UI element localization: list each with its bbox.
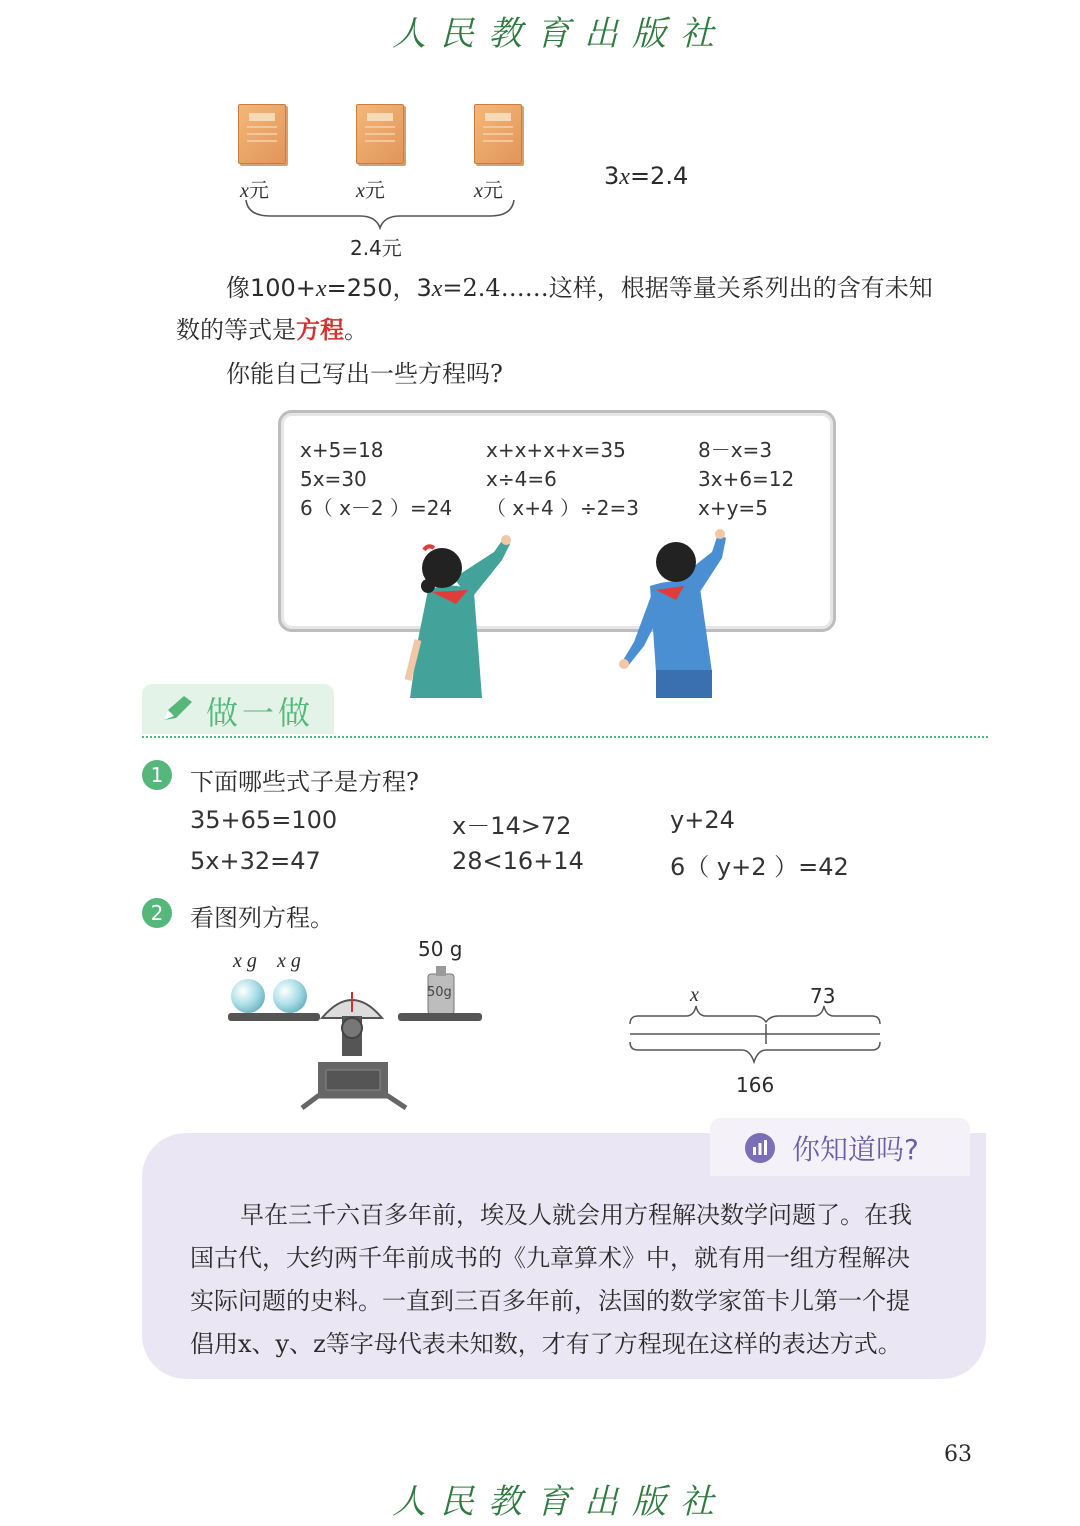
page-number: 63	[944, 1442, 972, 1467]
board-equation: x+5=18	[300, 438, 384, 462]
board-equation: 8－x=3	[698, 438, 773, 462]
segment-total-label: 166	[736, 1073, 775, 1097]
definition-line2: 数的等式是方程。	[176, 315, 368, 344]
definition-line1: 像100+x=250，3x=2.4……这样，根据等量关系列出的含有未知	[226, 274, 933, 302]
expression: 28<16+14	[452, 847, 584, 875]
equation-3x: 3x=2.4	[604, 162, 689, 190]
board-column-1	[300, 436, 452, 523]
expression: 6（ y+2 ）=42	[670, 853, 849, 881]
board-equation: x+y=5	[698, 496, 768, 520]
question-1-text: 下面哪些式子是方程?	[190, 768, 419, 796]
section-title: 做一做	[206, 694, 315, 732]
board-column-3	[698, 436, 794, 523]
publisher-logo-bottom: 人民教育出版社	[392, 1482, 728, 1522]
board-equation: 6（ x－2 ）=24	[300, 496, 453, 520]
question-1	[142, 760, 172, 790]
question-2-text: 看图列方程。	[190, 904, 334, 932]
question-number: 2	[142, 898, 172, 928]
expression: y+24	[670, 806, 735, 834]
girl-illustration	[398, 530, 518, 698]
term-equation: 方程	[296, 315, 344, 344]
section-divider	[142, 736, 988, 738]
board-equation: 5x=30	[300, 467, 367, 491]
price-label-3: x元	[474, 178, 503, 202]
expression: 35+65=100	[190, 806, 338, 834]
board-equation: 3x+6=12	[698, 467, 795, 491]
notebook-3	[474, 104, 522, 164]
ball-2	[273, 979, 307, 1013]
ball-label-2: x g	[277, 950, 301, 972]
know-line-4: 倡用x、y、z等字母代表未知数，才有了方程现在这样的表达方式。	[190, 1330, 902, 1358]
segment-diagram	[626, 1004, 888, 1076]
did-you-know-title: 你知道吗?	[792, 1133, 919, 1166]
board-equation: （ x+4 ）÷2=3	[486, 496, 639, 520]
segment-73-label: 73	[810, 984, 836, 1008]
weight-label: 50 g	[418, 937, 463, 961]
publisher-logo-top: 人民教育出版社	[392, 14, 728, 54]
weight-mark: 50g	[427, 985, 452, 1000]
segment-x-label: x	[690, 984, 699, 1006]
know-line-3: 实际问题的史料。一直到三百多年前，法国的数学家笛卡儿第一个提	[190, 1287, 910, 1315]
question-2	[142, 898, 172, 928]
board-column-2	[486, 436, 639, 523]
ball-label-1: x g	[233, 950, 257, 972]
prompt-text: 你能自己写出一些方程吗?	[226, 360, 503, 388]
board-equation: x÷4=6	[486, 467, 557, 491]
total-price-label: 2.4元	[350, 236, 402, 260]
notebook-1	[238, 104, 286, 164]
pencil-icon	[160, 694, 194, 724]
board-equation: x+x+x+x=35	[486, 438, 626, 462]
chart-icon	[744, 1132, 776, 1164]
question-number: 1	[142, 760, 172, 790]
boy-illustration	[614, 522, 744, 698]
know-line-2: 国古代，大约两千年前成书的《九章算术》中，就有用一组方程解决	[190, 1244, 910, 1272]
total-brace	[240, 196, 520, 230]
know-line-1: 早在三千六百多年前，埃及人就会用方程解决数学问题了。在我	[240, 1201, 912, 1229]
price-label-1: x元	[240, 178, 269, 202]
expression: 5x+32=47	[190, 847, 321, 875]
ball-1	[231, 979, 265, 1013]
notebook-2	[356, 104, 404, 164]
price-label-2: x元	[356, 178, 385, 202]
expression: x－14>72	[452, 812, 572, 840]
